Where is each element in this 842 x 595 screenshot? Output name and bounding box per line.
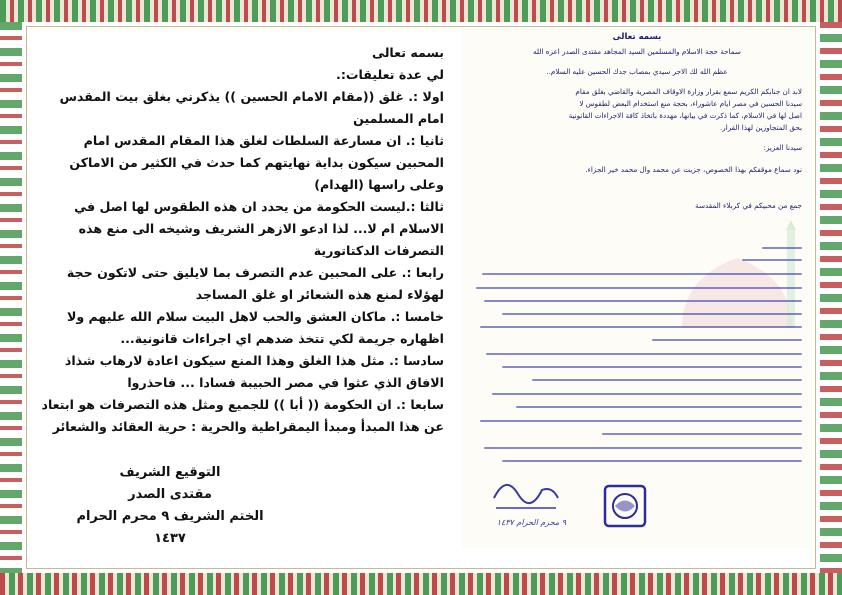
signature-block — [60, 462, 280, 550]
transcript-line: رابعا :. على المحبين عدم التصرف بما لايليق حتى لاتكون حجة لهؤلاء لمنع هذه الشعائر او غلق المساجد — [66, 265, 444, 302]
decorative-border-top — [0, 0, 842, 22]
signature-name: مقتدى الصدر — [128, 487, 212, 502]
scan-line: نود سماع موقفكم بهذا الخصوص، جزيت عن محمد وال محمد خير الجزاء. — [585, 165, 802, 174]
transcript-line: ثانيا :. ان مسارعة السلطات لغلق هذا المقام المقدس امام المحبين سيكون بداية نهايتهم كما حدث في الكثير من الاماكن وعلى راسها (الهدام) — [69, 133, 444, 192]
transcript-line: اولا :. غلق ((مقام الامام الحسين )) يذكرني بغلق بيت المقدس امام المسلمين — [59, 89, 444, 126]
transcript-line: ثالثا :.ليست الحكومة من يحدد ان هذه الطقوس لها اصل في الاسلام ام لا... لذا ادعو الازهر الشريف وشيخه الى منع هذه التصرفات الدكتاتورية — [74, 199, 444, 258]
seal-stamp-icon — [602, 483, 648, 529]
transcript-line: سابعا :. ان الحكومة (( أبا )) للجميع ومثل هذه التصرفات هو ابتعاد عن هذا المبدأ ومبدأ اليمقراطية والحرية : حرية العقائد والشعائر — [41, 397, 444, 434]
scan-line: سماحة حجة الاسلام والمسلمين السيد المجاهد مقتدى الصدر اعزه الله — [533, 47, 741, 56]
transcript-line: سادسا :. مثل هذا الغلق وهذا المنع سيكون اعادة لارهاب شذاذ الافاق الذي عثوا في مصر الحبيبة فسادا ... فاحذروا — [64, 353, 444, 390]
handwritten-date: ٩ محرم الحرام ١٤٣٧ — [496, 518, 566, 527]
decorative-border-right — [820, 22, 842, 573]
scan-line: بحق المتجاوزين لهذا القرار. — [719, 123, 802, 132]
scanned-letter — [462, 28, 812, 548]
scan-line: سيدنا العزيز: — [763, 143, 802, 152]
scan-line: عظم الله لك الاجر سيدي بمصاب جدك الحسين عليه السلام.. — [546, 67, 728, 76]
transcript-line: بسمه تعالى — [371, 45, 444, 60]
decorative-border-left — [0, 22, 22, 573]
transcript-line: لي عدة تعليقات:. — [336, 67, 444, 82]
scan-line: جمع من محبيكم في كربلاء المقدسة — [695, 201, 802, 210]
signature-seal: الختم الشريف ٩ محرم الحرام ١٤٣٧ — [76, 509, 264, 546]
decorative-border-bottom — [0, 573, 842, 595]
scan-line: اصل لها في الاسلام، كما ذكرت في بيانها، مهددة باتخاذ كافة الاجراءات القانونية — [568, 111, 802, 120]
signature-title: التوقيع الشريف — [119, 465, 221, 480]
typed-transcript — [36, 42, 444, 438]
scan-line: سيدنا الحسين في مصر ايام عاشوراء، بحجة منع استخدام البعض لطقوس لا — [579, 99, 802, 108]
transcript-line: خامسا :. ماكان العشق والحب لاهل البيت سلام الله عليهم ولا اظهاره جريمة لكي تتخذ ضدهم اي اجراءات قانونية... — [66, 309, 444, 346]
scan-header: بسمه تعالى — [612, 32, 662, 42]
scan-line: لابد ان جنابكم الكريم سمع بقرار وزارة الاوقاف المصرية والقاضي بغلق مقام — [575, 87, 802, 96]
